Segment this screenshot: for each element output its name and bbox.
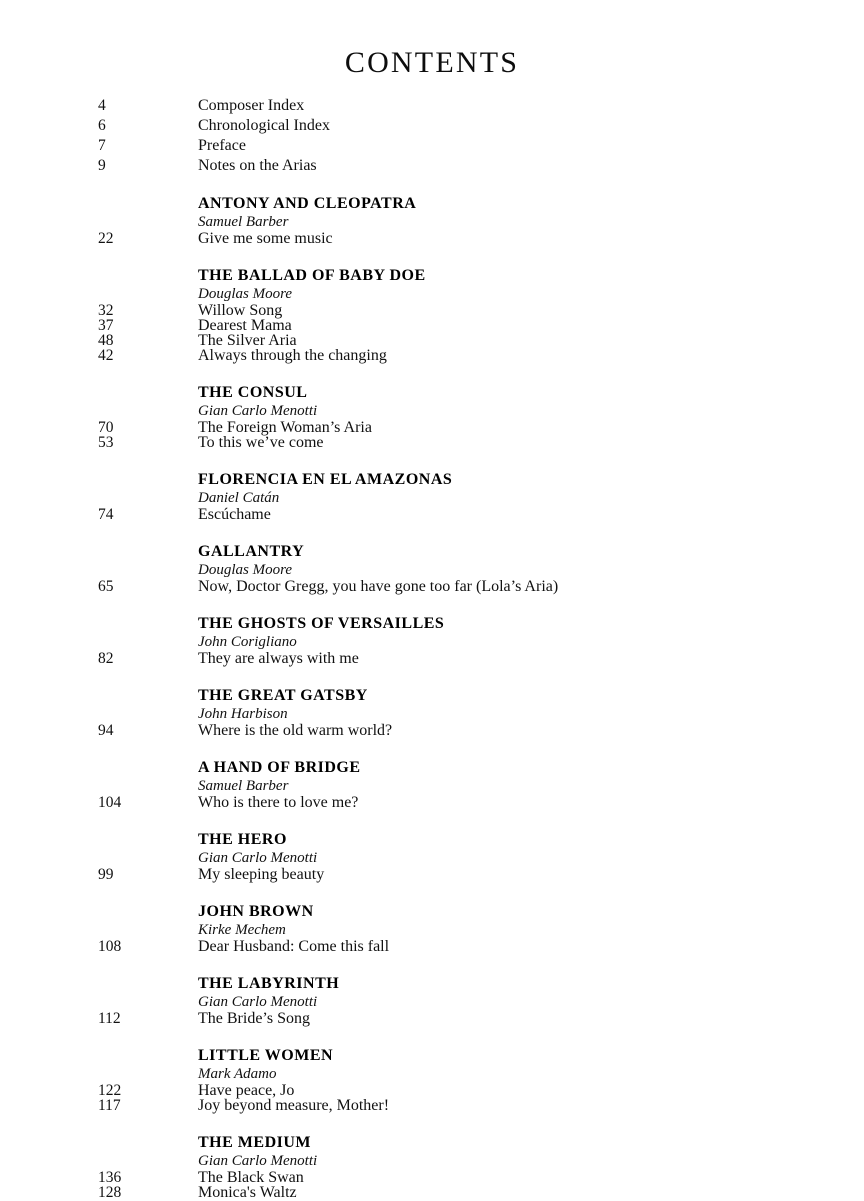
composer-row — [0, 995, 864, 1011]
opera-title: LITTLE WOMEN — [198, 1047, 334, 1064]
composer-row — [0, 287, 864, 303]
page-number: 22 — [98, 230, 114, 247]
opera-group — [0, 196, 864, 246]
aria-title: Escúchame — [198, 506, 271, 523]
opera-title: FLORENCIA EN EL AMAZONAS — [198, 471, 453, 488]
composer-name: Samuel Barber — [198, 778, 289, 794]
frontmatter-row[interactable] — [0, 98, 864, 118]
composer-name: Mark Adamo — [198, 1066, 277, 1082]
aria-row[interactable] — [0, 1083, 864, 1098]
composer-row — [0, 779, 864, 795]
entry-label: Notes on the Arias — [198, 157, 317, 174]
aria-row[interactable] — [0, 723, 864, 738]
composer-row — [0, 404, 864, 420]
aria-title: Dearest Mama — [198, 317, 292, 334]
composer-row — [0, 923, 864, 939]
opera-title-row — [0, 976, 864, 995]
aria-title: Joy beyond measure, Mother! — [198, 1097, 390, 1114]
group-spacer — [0, 666, 864, 688]
opera-title-row — [0, 472, 864, 491]
composer-name: Gian Carlo Menotti — [198, 1153, 318, 1169]
composer-name: John Harbison — [198, 706, 288, 722]
page-number: 117 — [98, 1097, 121, 1114]
opera-group — [0, 760, 864, 810]
opera-group — [0, 268, 864, 363]
group-spacer — [0, 954, 864, 976]
group-spacer — [0, 363, 864, 385]
opera-title-row — [0, 196, 864, 215]
composer-name: Samuel Barber — [198, 214, 289, 230]
page-number: 42 — [98, 347, 114, 364]
opera-title-row — [0, 1048, 864, 1067]
frontmatter-row[interactable] — [0, 118, 864, 138]
composer-name: Daniel Catán — [198, 490, 280, 506]
aria-title: The Silver Aria — [198, 332, 297, 349]
page-number: 48 — [98, 332, 114, 349]
aria-row[interactable] — [0, 318, 864, 333]
composer-name: Gian Carlo Menotti — [198, 850, 318, 866]
opera-title-row — [0, 268, 864, 287]
aria-row[interactable] — [0, 579, 864, 594]
aria-row[interactable] — [0, 435, 864, 450]
frontmatter-row[interactable] — [0, 138, 864, 158]
opera-title: THE BALLAD OF BABY DOE — [198, 267, 426, 284]
aria-title: Who is there to love me? — [198, 794, 359, 811]
aria-row[interactable] — [0, 231, 864, 246]
aria-title: Have peace, Jo — [198, 1082, 295, 1099]
opera-title-row — [0, 544, 864, 563]
entry-label: Preface — [198, 137, 246, 154]
opera-title-row — [0, 1135, 864, 1154]
opera-title: JOHN BROWN — [198, 903, 314, 920]
aria-row[interactable] — [0, 420, 864, 435]
opera-group — [0, 616, 864, 666]
frontmatter-spacer — [0, 178, 864, 196]
aria-title: My sleeping beauty — [198, 866, 325, 883]
aria-title: Dear Husband: Come this fall — [198, 938, 390, 955]
aria-row[interactable] — [0, 867, 864, 882]
aria-title: Now, Doctor Gregg, you have gone too far (Lola’s Aria) — [198, 578, 559, 595]
aria-title: The Bride’s Song — [198, 1010, 310, 1027]
page-number: 53 — [98, 434, 114, 451]
group-spacer — [0, 882, 864, 904]
entry-label: Composer Index — [198, 97, 305, 114]
page-number: 74 — [98, 506, 114, 523]
composer-row — [0, 851, 864, 867]
opera-group — [0, 1048, 864, 1113]
aria-row[interactable] — [0, 303, 864, 318]
page-title: CONTENTS — [344, 46, 520, 79]
page-number: 70 — [98, 419, 114, 436]
group-spacer — [0, 810, 864, 832]
group-spacer — [0, 1113, 864, 1135]
composer-row — [0, 491, 864, 507]
opera-group — [0, 385, 864, 450]
aria-row[interactable] — [0, 348, 864, 363]
composer-name: John Corigliano — [198, 634, 297, 650]
group-spacer — [0, 450, 864, 472]
opera-title: THE GHOSTS OF VERSAILLES — [198, 615, 445, 632]
composer-name: Kirke Mechem — [198, 922, 286, 938]
opera-title: THE CONSUL — [198, 384, 308, 401]
aria-row[interactable] — [0, 1185, 864, 1200]
opera-title-row — [0, 904, 864, 923]
aria-row[interactable] — [0, 1011, 864, 1026]
opera-group — [0, 976, 864, 1026]
page-number: 104 — [98, 794, 122, 811]
opera-title: THE HERO — [198, 831, 287, 848]
page-number: 6 — [98, 117, 106, 134]
composer-name: Douglas Moore — [198, 562, 293, 578]
opera-title: ANTONY AND CLEOPATRA — [198, 195, 417, 212]
page-number: 7 — [98, 137, 106, 154]
opera-title-row — [0, 832, 864, 851]
aria-title: Always through the changing — [198, 347, 387, 364]
composer-name: Douglas Moore — [198, 286, 293, 302]
opera-group — [0, 544, 864, 594]
opera-title-row — [0, 385, 864, 404]
composer-row — [0, 563, 864, 579]
opera-title-row — [0, 688, 864, 707]
aria-title: The Black Swan — [198, 1169, 304, 1186]
opera-title: A HAND OF BRIDGE — [198, 759, 361, 776]
aria-row[interactable] — [0, 333, 864, 348]
aria-row[interactable] — [0, 507, 864, 522]
page-number: 112 — [98, 1010, 121, 1027]
aria-title: Give me some music — [198, 230, 333, 247]
opera-groups — [0, 196, 864, 1200]
aria-title: Where is the old warm world? — [198, 722, 393, 739]
opera-title: GALLANTRY — [198, 543, 305, 560]
opera-title: THE GREAT GATSBY — [198, 687, 368, 704]
aria-row[interactable] — [0, 1098, 864, 1113]
frontmatter-list — [0, 98, 864, 178]
opera-title: THE MEDIUM — [198, 1134, 311, 1151]
page-number: 108 — [98, 938, 122, 955]
aria-row[interactable] — [0, 795, 864, 810]
aria-row[interactable] — [0, 1170, 864, 1185]
page-number: 99 — [98, 866, 114, 883]
frontmatter-row[interactable] — [0, 158, 864, 178]
composer-name: Gian Carlo Menotti — [198, 994, 318, 1010]
page-number: 94 — [98, 722, 114, 739]
composer-row — [0, 215, 864, 231]
aria-title: Monica's Waltz — [198, 1184, 297, 1201]
aria-row[interactable] — [0, 939, 864, 954]
page-number: 65 — [98, 578, 114, 595]
opera-group — [0, 1135, 864, 1200]
opera-title: THE LABYRINTH — [198, 975, 340, 992]
aria-row[interactable] — [0, 651, 864, 666]
page-number: 82 — [98, 650, 114, 667]
entry-label: Chronological Index — [198, 117, 330, 134]
opera-title-row — [0, 760, 864, 779]
opera-group — [0, 832, 864, 882]
composer-row — [0, 707, 864, 723]
group-spacer — [0, 594, 864, 616]
aria-title: They are always with me — [198, 650, 359, 667]
composer-name: Gian Carlo Menotti — [198, 403, 318, 419]
page-number: 128 — [98, 1184, 122, 1201]
composer-row — [0, 635, 864, 651]
aria-title: Willow Song — [198, 302, 283, 319]
opera-group — [0, 472, 864, 522]
composer-row — [0, 1067, 864, 1083]
page-number: 32 — [98, 302, 114, 319]
page-number: 9 — [98, 157, 106, 174]
page-number: 122 — [98, 1082, 122, 1099]
page-number: 37 — [98, 317, 114, 334]
group-spacer — [0, 522, 864, 544]
table-of-contents — [0, 98, 864, 1200]
opera-group — [0, 688, 864, 738]
group-spacer — [0, 738, 864, 760]
opera-group — [0, 904, 864, 954]
aria-title: To this we’ve come — [198, 434, 324, 451]
page-number: 136 — [98, 1169, 122, 1186]
aria-title: The Foreign Woman’s Aria — [198, 419, 372, 436]
group-spacer — [0, 246, 864, 268]
composer-row — [0, 1154, 864, 1170]
group-spacer — [0, 1026, 864, 1048]
page-number: 4 — [98, 97, 106, 114]
opera-title-row — [0, 616, 864, 635]
